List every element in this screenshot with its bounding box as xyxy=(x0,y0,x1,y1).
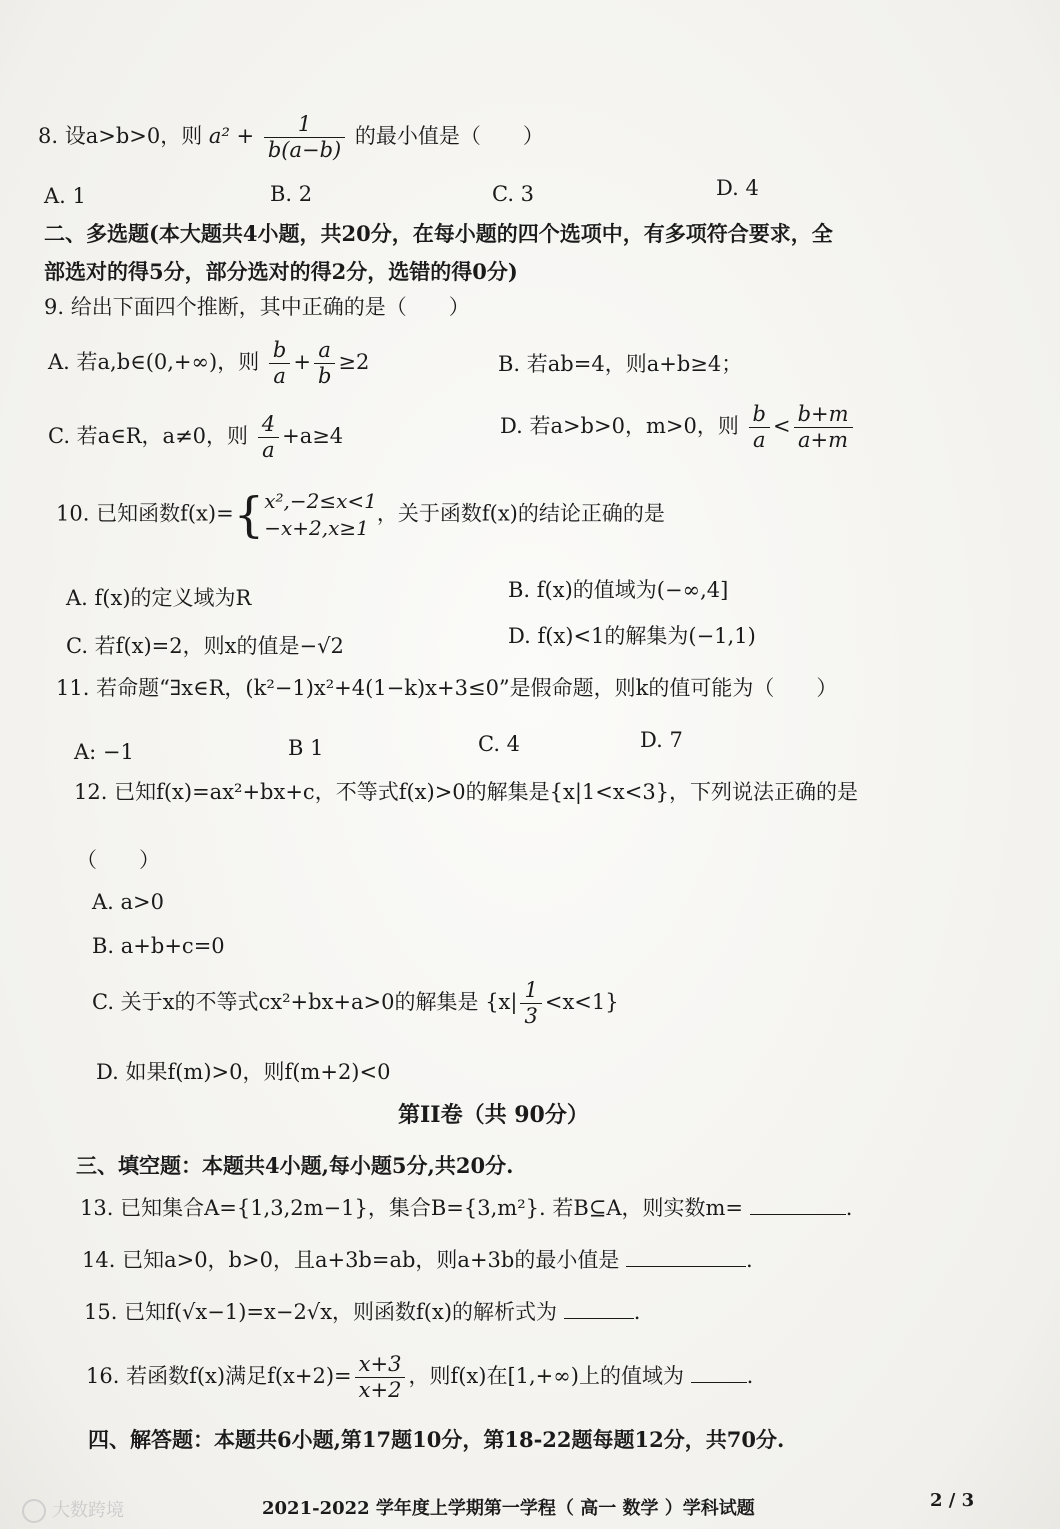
q8-frac-num: 1 xyxy=(264,112,345,138)
q9-a-frac2 xyxy=(314,338,335,389)
q16-frac-den: x+2 xyxy=(358,1378,402,1403)
q12-option-a: A. a>0 xyxy=(92,890,164,914)
q10-option-c: C. 若f(x)=2，则x的值是−√2 xyxy=(66,634,344,658)
q9-a-frac1-den: a xyxy=(273,364,286,389)
q12-option-d: D. 如果f(m)>0，则f(m+2)<0 xyxy=(96,1060,391,1084)
q9-d-lt: < xyxy=(772,414,791,439)
question-12: 12. 已知f(x)=ax²+bx+c，不等式f(x)>0的解集是{x|1<x<3}，下列说法正确的是 xyxy=(74,780,859,804)
q8-fraction xyxy=(264,112,345,163)
q9-a-plus: + xyxy=(293,350,311,375)
page-number: 2 / 3 xyxy=(930,1490,975,1511)
q12-answer-paren: （ ） xyxy=(76,848,160,872)
q9-a-post: ≥2 xyxy=(338,350,370,375)
part-2-title: 第II卷（共 90分） xyxy=(398,1102,589,1128)
q9-d-frac2-den: a+m xyxy=(798,428,849,453)
q9-d-frac1 xyxy=(749,402,770,453)
q8-frac-den: b(a−b) xyxy=(267,138,342,163)
q10-brace: { xyxy=(233,487,265,543)
q12-c-set-left: {x| xyxy=(485,990,518,1015)
q14-end: . xyxy=(746,1248,753,1272)
q13-answer-blank xyxy=(750,1214,846,1215)
q9-a-frac2-num: a xyxy=(314,338,335,364)
q16-answer-blank xyxy=(691,1382,747,1383)
q16-pre: 16. 若函数f(x)满足f(x+2)= xyxy=(86,1364,352,1389)
q16-end: . xyxy=(746,1364,754,1389)
question-14 xyxy=(82,1244,753,1274)
question-11: 11. 若命题“∃x∈R，(k²−1)x²+4(1−k)x+3≤0”是假命题，则k的值可能为（ ） xyxy=(56,676,838,700)
q10-option-a: A. f(x)的定义域为R xyxy=(66,586,252,610)
q16-frac-num: x+3 xyxy=(355,1352,406,1378)
q8-option-d: D. 4 xyxy=(716,176,759,200)
question-8 xyxy=(38,112,544,163)
q13-end: . xyxy=(845,1196,853,1220)
q8-prefix: 8. 设a>b>0，则 xyxy=(38,124,203,149)
q12-c-frac xyxy=(520,978,541,1029)
q16-post: ，则f(x)在[1,+∞)上的值域为 xyxy=(408,1364,684,1389)
q9-d-frac2-num: b+m xyxy=(794,402,853,428)
q15-answer-blank xyxy=(564,1318,634,1319)
watermark-text: 大数跨境 xyxy=(52,1500,124,1521)
q13-text: 13. 已知集合A={1,3,2m−1}，集合B={3,m²}. 若B⊆A，则实数m= xyxy=(80,1196,744,1220)
section-2-line2: 部选对的得5分，部分选对的得2分，选错的得0分) xyxy=(44,259,518,284)
q11-option-c: C. 4 xyxy=(478,732,521,756)
q9-d-frac1-num: b xyxy=(749,402,770,428)
speech-bubble-icon xyxy=(22,1499,46,1523)
q11-option-a: A: −1 xyxy=(74,740,134,764)
q9-d-frac2 xyxy=(794,402,853,453)
q9-option-d xyxy=(500,402,856,453)
q9-c-frac xyxy=(258,412,279,463)
q10-option-d: D. f(x)<1的解集为(−1,1) xyxy=(508,624,756,648)
q15-text: 15. 已知f(√x−1)=x−2√x，则函数f(x)的解析式为 xyxy=(84,1300,558,1324)
question-10 xyxy=(56,488,665,542)
q9-c-post: +a≥4 xyxy=(282,424,344,449)
q16-frac xyxy=(355,1352,406,1403)
q9-option-c xyxy=(48,412,343,463)
q9-c-frac-den: a xyxy=(262,438,275,463)
q9-c-frac-num: 4 xyxy=(258,412,279,438)
q10-piecewise xyxy=(264,488,377,542)
q12-c-pre: C. 关于x的不等式cx²+bx+a>0的解集是 xyxy=(92,990,479,1015)
q12-option-c xyxy=(92,978,619,1029)
question-9: 9. 给出下面四个推断，其中正确的是（ ） xyxy=(44,295,470,319)
q9-a-frac1-num: b xyxy=(269,338,290,364)
q12-c-frac-den: 3 xyxy=(524,1004,538,1029)
q15-end: . xyxy=(633,1300,641,1324)
q12-option-b: B. a+b+c=0 xyxy=(92,934,225,958)
q10-piece-2: −x+2,x≥1 xyxy=(264,516,369,540)
q8-option-c: C. 3 xyxy=(492,182,535,206)
q9-option-b: B. 若ab=4，则a+b≥4； xyxy=(498,352,743,376)
q8-option-a: A. 1 xyxy=(44,184,86,208)
q9-a-frac1 xyxy=(269,338,290,389)
q14-text: 14. 已知a>0，b>0，且a+3b=ab，则a+3b的最小值是 xyxy=(82,1248,620,1272)
q12-c-set-right: <x<1} xyxy=(544,990,619,1015)
q9-a-frac2-den: b xyxy=(317,364,332,389)
q9-a-pre: A. 若a,b∈(0,+∞)，则 xyxy=(48,350,260,375)
q9-d-frac1-den: a xyxy=(752,428,766,453)
q10-prefix: 10. 已知函数f(x)= xyxy=(56,501,234,526)
section-3-heading: 三、填空题：本题共4小题,每小题5分,共20分. xyxy=(76,1153,514,1178)
q12-c-frac-num: 1 xyxy=(520,978,541,1004)
q8-suffix: 的最小值是（ ） xyxy=(354,124,544,149)
q9-c-pre: C. 若a∈R，a≠0，则 xyxy=(48,424,249,449)
q10-piece-1: x²,−2≤x<1 xyxy=(264,489,377,513)
q9-option-a xyxy=(48,338,369,389)
q8-option-b: B. 2 xyxy=(270,182,313,206)
q9-d-pre: D. 若a>b>0，m>0，则 xyxy=(500,414,739,439)
watermark xyxy=(22,1496,124,1523)
question-15 xyxy=(84,1296,640,1326)
footer-title: 2021-2022 学年度上学期第一学程（ 高一 数学 ）学科试题 xyxy=(262,1498,755,1519)
question-16 xyxy=(86,1352,753,1403)
q10-suffix: ，关于函数f(x)的结论正确的是 xyxy=(376,501,665,526)
q11-option-b: B 1 xyxy=(288,736,324,760)
q11-option-d: D. 7 xyxy=(640,728,683,752)
q8-expr: a² + xyxy=(208,124,255,149)
section-2-line1: 二、多选题(本大题共4小题，共20分，在每小题的四个选项中，有多项符合要求，全 xyxy=(44,221,833,246)
question-13 xyxy=(80,1192,852,1222)
q10-option-b: B. f(x)的值域为(−∞,4] xyxy=(508,578,729,602)
section-4-heading: 四、解答题：本题共6小题,第17题10分，第18-22题每题12分，共70分. xyxy=(88,1427,785,1452)
q14-answer-blank xyxy=(626,1266,746,1267)
